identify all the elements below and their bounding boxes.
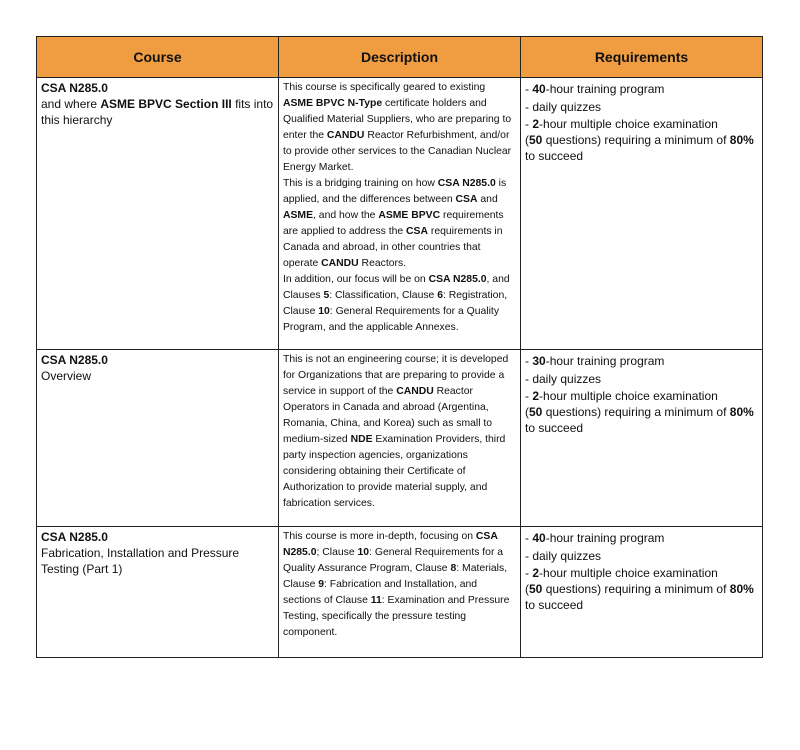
req-questions-value: 50 <box>529 133 543 147</box>
req-hours: - 30-hour training program <box>525 354 665 368</box>
course-subtitle-part: and where <box>41 97 101 111</box>
req-hours-suffix: -hour training program <box>545 354 665 368</box>
description-text: : General Requirements for a Quality Program, and the applicable Annexes. <box>283 306 500 333</box>
course-cell <box>37 78 279 350</box>
description-paragraph <box>283 272 517 336</box>
req-exam-hours: 2 <box>532 566 540 580</box>
course-title: CSA N285.0 <box>41 353 108 367</box>
requirements-cell <box>521 350 763 527</box>
description-paragraph <box>283 529 517 641</box>
description-bold-text: 10 <box>318 306 330 317</box>
course-cell <box>37 527 279 658</box>
description-text: , and how the <box>313 210 379 221</box>
req-questions-value: 50 <box>529 405 543 419</box>
description-text: Reactors. <box>358 258 407 269</box>
description-bold-text: 6 <box>437 290 443 301</box>
table-row <box>37 78 763 350</box>
description-text: requirements are applied to address the <box>283 210 504 237</box>
req-hours-suffix: -hour training program <box>545 82 665 96</box>
course-cell <box>37 350 279 527</box>
req-hours-value: 40 <box>532 82 546 96</box>
table-row <box>37 527 763 658</box>
description-paragraph <box>283 352 517 512</box>
req-hours-suffix: -hour training program <box>545 531 665 545</box>
description-text: This course is specifically geared to existing <box>283 82 486 93</box>
description-bold-text: 9 <box>318 579 325 590</box>
description-bold-text: ASME BPVC <box>378 210 441 221</box>
description-text: Reactor Refurbishment, and/or to provide other services to the Canadian Nuclear Energy Market. <box>283 130 512 173</box>
req-succeed: to succeed <box>525 598 584 612</box>
description-text: , and Clauses <box>283 274 510 301</box>
req-exam-suffix: -hour multiple choice examination <box>539 389 718 403</box>
description-bold-text: NDE <box>350 434 373 445</box>
description-text: and <box>477 194 498 205</box>
req-hours-value: 30 <box>532 354 546 368</box>
header-requirements: Requirements <box>521 37 763 78</box>
req-exam-hours: 2 <box>532 389 540 403</box>
description-cell <box>279 527 521 658</box>
description-text: requirements in Canada and abroad, in other countries that operate <box>283 226 503 269</box>
req-questions: (50 questions) requiring a minimum of 80% <box>525 582 754 596</box>
course-subtitle-part: Fabrication, Installation and Pressure Testing (Part 1) <box>41 546 240 576</box>
req-hours: - 40-hour training program <box>525 531 665 545</box>
req-succeed: to succeed <box>525 149 584 163</box>
description-cell <box>279 78 521 350</box>
description-bold-text: ASME <box>283 210 314 221</box>
req-hours: - 40-hour training program <box>525 82 665 96</box>
course-table-container <box>36 36 762 658</box>
description-bold-text: CSA <box>406 226 428 237</box>
course-subtitle <box>41 96 274 128</box>
description-text: Reactor Operators in Canada and abroad (Argentina, Romania, China, and Korea) such as small to medium-sized <box>283 386 493 445</box>
description-text: : Materials, Clause <box>283 563 508 590</box>
header-description: Description <box>279 37 521 78</box>
req-questions-value: 50 <box>529 582 543 596</box>
description-bold-text: CANDU <box>326 130 365 141</box>
req-questions: (50 questions) requiring a minimum of 80% <box>525 133 754 147</box>
table-row <box>37 350 763 527</box>
req-minimum: 80% <box>729 133 754 147</box>
header-course: Course <box>37 37 279 78</box>
description-bold-text: ASME BPVC N-Type <box>283 98 383 109</box>
description-text: ; Clause <box>316 547 358 558</box>
description-cell <box>279 350 521 527</box>
description-bold-text: 10 <box>357 547 370 558</box>
req-exam: - 2-hour multiple choice examination <box>525 389 718 403</box>
course-subtitle <box>41 368 274 384</box>
req-questions: (50 questions) requiring a minimum of 80% <box>525 405 754 419</box>
description-text: : Classification, Clause <box>329 290 438 301</box>
course-subtitle-part: fits into this hierarchy <box>41 97 274 127</box>
course-title: CSA N285.0 <box>41 81 108 95</box>
description-text: This course is more in-depth, focusing on <box>283 531 476 542</box>
course-subtitle-part: Overview <box>41 369 92 383</box>
req-succeed: to succeed <box>525 421 584 435</box>
description-paragraph <box>283 176 517 272</box>
table-header-row <box>37 37 763 78</box>
description-bold-text: CSA <box>455 194 478 205</box>
req-questions-suffix: questions) requiring a minimum of <box>542 405 730 419</box>
course-table <box>36 36 763 658</box>
req-exam: - 2-hour multiple choice examination <box>525 566 718 580</box>
description-bold-text: CSA N285.0 <box>428 274 487 285</box>
req-minimum: 80% <box>729 582 754 596</box>
requirements-cell <box>521 527 763 658</box>
description-paragraph <box>283 82 485 93</box>
req-exam-suffix: -hour multiple choice examination <box>539 117 718 131</box>
description-text: is applied, and the differences between <box>283 178 507 205</box>
req-minimum: 80% <box>729 405 754 419</box>
req-exam-hours: 2 <box>532 117 540 131</box>
description-bold-text: 11 <box>370 595 382 606</box>
description-text: : General Requirements for a Quality Assurance Program, Clause <box>283 547 504 574</box>
req-quizzes: - daily quizzes <box>525 372 602 386</box>
req-questions-suffix: questions) requiring a minimum of <box>542 582 730 596</box>
description-text: In addition, our focus will be on <box>283 274 429 285</box>
description-text: Examination Providers, third party inspection agencies, organizations considering obtaining their Certificate of Authorization to provide material supply, and fabrication services. <box>283 434 506 509</box>
req-exam: - 2-hour multiple choice examination <box>525 117 718 131</box>
description-bold-text: 5 <box>323 290 330 301</box>
course-subtitle-part: ASME BPVC Section III <box>100 97 232 111</box>
description-text: : Fabrication and Installation, and sections of Clause <box>283 579 478 606</box>
description-bold-text: CANDU <box>321 258 359 269</box>
course-title: CSA N285.0 <box>41 530 108 544</box>
description-bold-text: CANDU <box>396 386 434 397</box>
req-exam-suffix: -hour multiple choice examination <box>539 566 718 580</box>
description-text: This is not an engineering course; it is developed for Organizations that are preparing to provide a service in support of the <box>283 354 509 397</box>
description-text: This is a bridging training on how <box>283 178 438 189</box>
description-bold-text: CSA N285.0 <box>283 531 498 558</box>
req-questions-suffix: questions) requiring a minimum of <box>542 133 730 147</box>
req-hours-value: 40 <box>532 531 546 545</box>
req-quizzes: - daily quizzes <box>525 100 602 114</box>
description-text: certificate holders and Qualified Material Suppliers, who are preparing to enter the <box>283 98 512 141</box>
description-text: : Registration, Clause <box>283 290 508 317</box>
requirements-cell <box>521 78 763 350</box>
req-quizzes: - daily quizzes <box>525 549 602 563</box>
course-subtitle <box>41 545 274 577</box>
description-text: : Examination and Pressure Testing, specifically the pressure testing component. <box>283 595 510 638</box>
description-bold-text: CSA N285.0 <box>437 178 496 189</box>
description-paragraph <box>283 96 517 176</box>
description-bold-text: 8 <box>450 563 457 574</box>
